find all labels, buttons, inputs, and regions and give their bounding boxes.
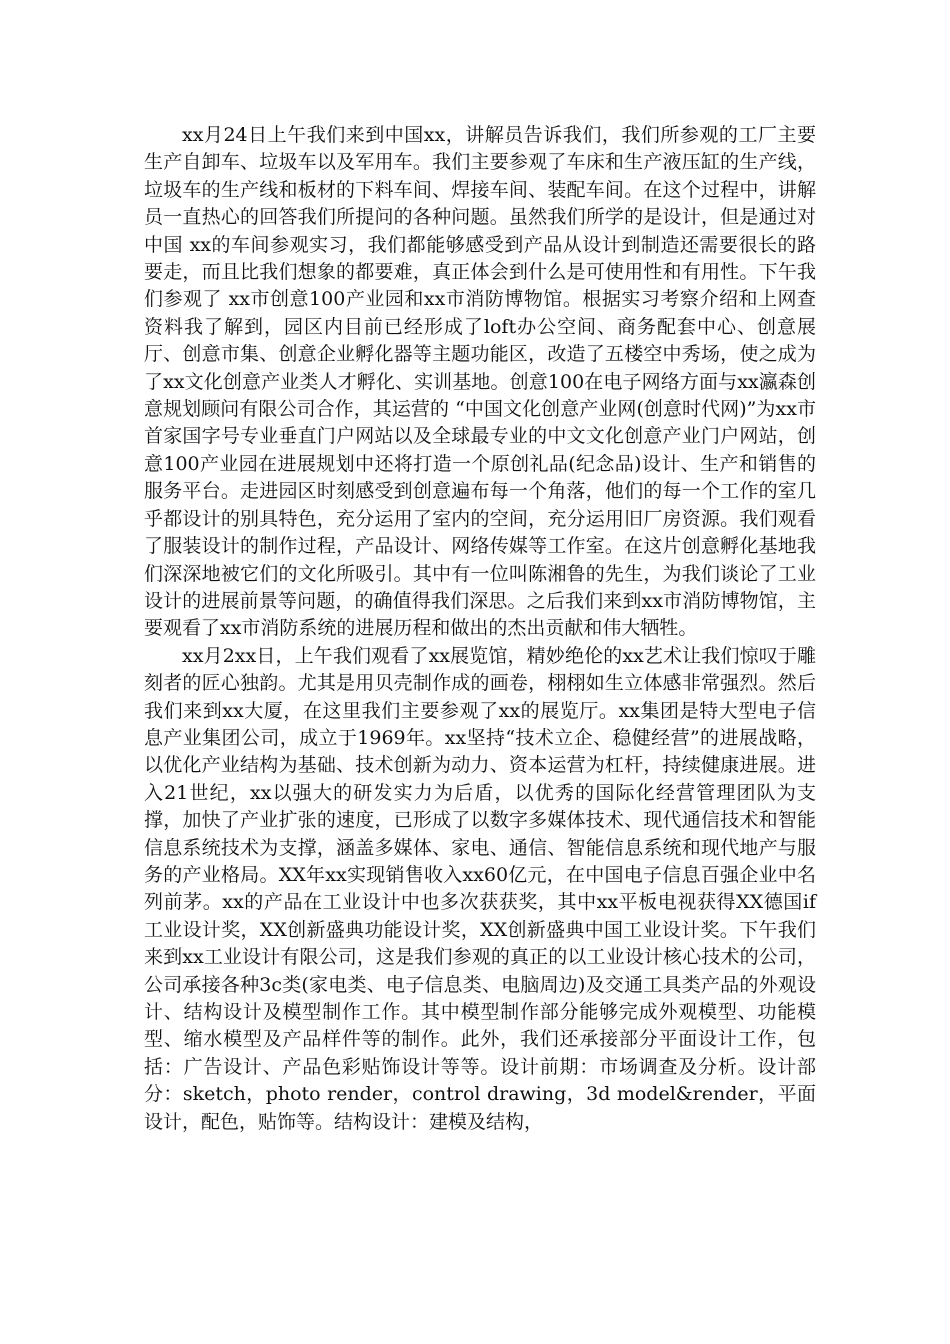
paragraph-1: xx月24日上午我们来到中国xx，讲解员告诉我们，我们所参观的工厂主要生产自卸车、垃圾车以及军用车。我们主要参观了车床和生产液压缸的生产线，垃圾车的生产线和板材的下料车间、焊接车间、装配车间。在这个过程中，讲解员一直热心的回答我们所提问的各种问题。虽然我们所学的是设计，但是通过对中国 xx的车间参观实习，我们都能够感受到产品从设计到制造还需要很长的路要走，而且比我们想象的都要难，真正体会到什么是可使用性和有用性。下午我们参观了 xx市创意100产业园和xx市消防博物馆。根据实习考察介绍和上网查资料我了解到，园区内目前已经形成了loft办公空间、商务配套中心、创意展厅、创意市集、创意企业孵化器等主题功能区，改造了五楼空中秀场，使之成为了xx文化创意产业类人才孵化、实训基地。创意100在电子网络方面与xx瀛森创意规划顾问有限公司合作，其运营的 “中国文化创意产业网(创意时代网)”为xx市首家国字号专业垂直门户网站以及全球最专业的中文文化创意产业门户网站，创意100产业园在进展规划中还将打造一个原创礼品(纪念品)设计、生产和销售的服务平台。走进园区时刻感受到创意遍布每一个角落，他们的每一个工作的室几乎都设计的别具特色，充分运用了室内的空间，充分运用旧厂房资源。我们观看了服装设计的制作过程，产品设计、网络传媒等工作室。在这片创意孵化基地我们深深地被它们的文化所吸引。其中有一位叫陈湘鲁的先生，为我们谈论了工业设计的进展前景等问题，的确值得我们深思。之后我们来到xx市消防博物馆，主要观看了xx市消防系统的进展历程和做出的杰出贡献和伟大牺牲。	[144, 124, 816, 640]
document-body	[144, 122, 816, 1136]
paragraph-2: xx月2xx日，上午我们观看了xx展览馆，精妙绝伦的xx艺术让我们惊叹于雕刻者的匠心独韵。尤其是用贝壳制作成的画卷，栩栩如生立体感非常强烈。然后我们来到xx大厦，在这里我们主要参观了xx的展览厅。xx集团是特大型电子信息产业集团公司，成立于1969年。xx坚持“技术立企、稳健经营”的进展战略，以优化产业结构为基础、技术创新为动力、资本运营为杠杆，持续健康进展。进入21世纪，xx以强大的研发实力为后盾，以优秀的国际化经营管理团队为支撑，加快了产业扩张的速度，已形成了以数字多媒体技术、现代通信技术和智能信息系统技术为支撑，涵盖多媒体、家电、通信、智能信息系统和现代地产与服务的产业格局。XX年xx实现销售收入xx60亿元，在中国电子信息百强企业中名列前茅。xx的产品在工业设计中也多次获获奖，其中xx平板电视获得XX德国if工业设计奖，XX创新盛典功能设计奖，XX创新盛典中国工业设计奖。下午我们来到xx工业设计有限公司，这是我们参观的真正的以工业设计核心技术的公司，公司承接各种3c类(家电类、电子信息类、电脑周边)及交通工具类产品的外观设计、结构设计及模型制作工作。其中模型制作部分能够完成外观模型、功能模型、缩水模型及产品样件等的制作。此外，我们还承接部分平面设计工作，包括：广告设计、产品色彩贴饰设计等等。设计前期：市场调查及分析。设计部分：sketch，photo render，control drawing，3d model&render，平面设计，配色，贴饰等。结构设计：建模及结构，	[144, 644, 816, 1133]
